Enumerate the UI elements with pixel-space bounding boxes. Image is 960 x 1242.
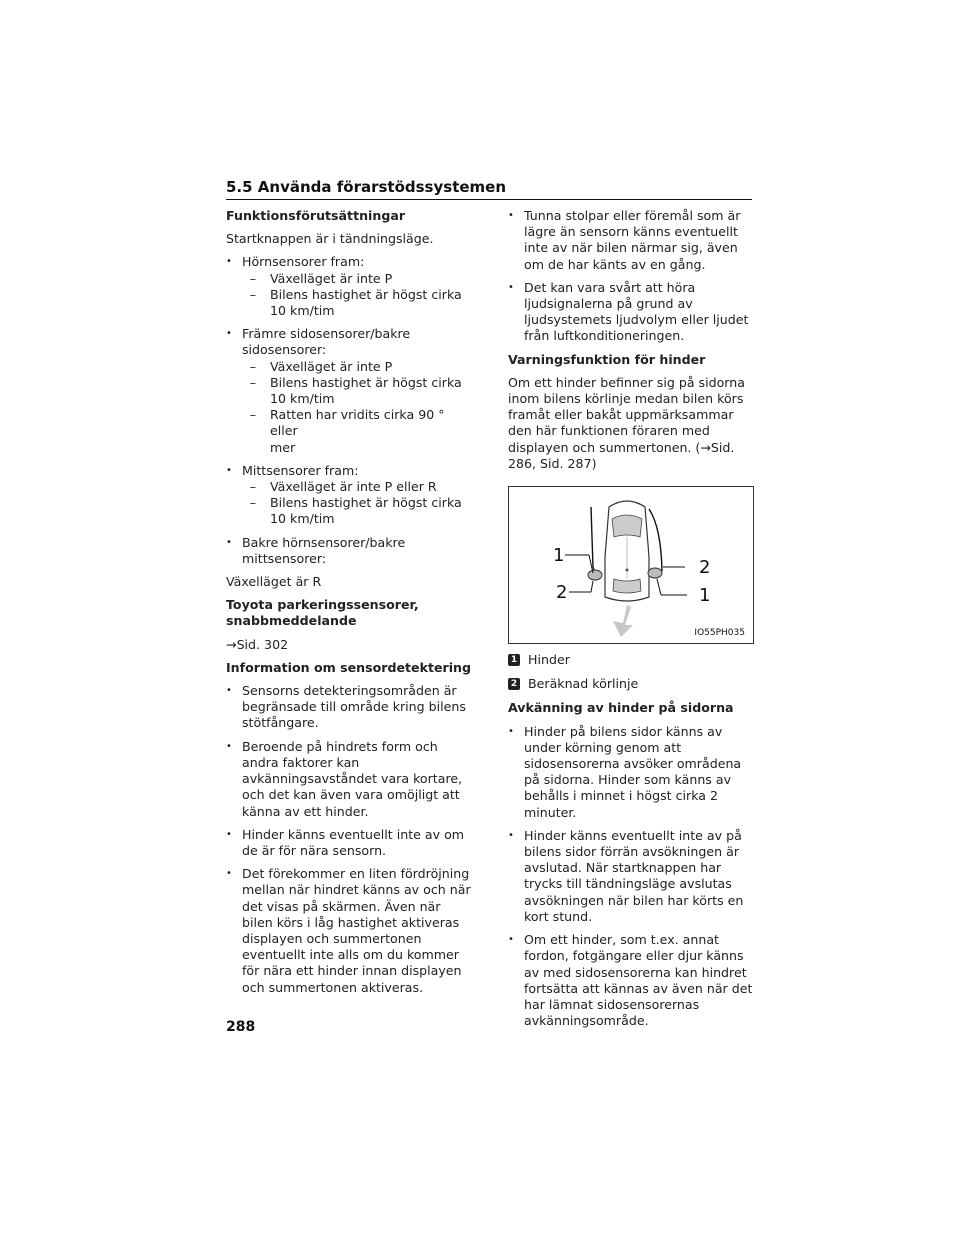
bullet-text: sidosensorer:: [242, 342, 327, 358]
list-item: • Beroende på hindrets form och andra faktorer kan avkänningsavståndet vara kortare, och det kan även vara omöjligt att känna av ett hinder.: [226, 739, 474, 820]
car-sensor-figure: [508, 486, 754, 644]
sub-item-text: 10 km/tim: [270, 391, 335, 407]
legend-number-badge: 2: [508, 678, 520, 690]
heading-parking-sensors: [226, 597, 474, 629]
paragraph-obstacle-warning: Om ett hinder befinner sig på sidorna inom bilens körlinje medan bilen körs framåt eller bakåt uppmärksammar den här funktionen föraren med displayen och summertonen. (→Sid. 286, Sid. 287): [508, 374, 745, 471]
bullet-text: • Mittsensorer fram:: [242, 462, 359, 478]
list-item: [226, 463, 474, 528]
heading-line: snabbmeddelande: [226, 613, 357, 629]
sub-item-text: Växelläget är inte P: [270, 270, 393, 286]
bullet-text: • Främre sidosensorer/bakre: [242, 326, 411, 342]
callout-number: 2: [699, 557, 711, 579]
arrow-right-icon: →: [226, 636, 237, 652]
callout-number: 1: [553, 545, 565, 567]
list-item: [226, 535, 474, 567]
list-item: • Det förekommer en liten fördröjning mellan när hindret känns av och när det visas på skärmen. Även när bilen körs i låg hastighet aktiveras displayen och summertonen eventuellt inte alls om du kommer för nära ett hinder innan displayen och summertonen aktiveras.: [226, 866, 474, 996]
bullet-text: • Hörnsensorer fram:: [242, 254, 365, 270]
list-item: • Det kan vara svårt att höra ljudsignalerna på grund av ljudsystemets ljudvolym eller ljudet från luftkonditioneringen.: [508, 280, 754, 345]
reverse-direction-arrow: [613, 605, 633, 637]
left-course-line: [591, 507, 595, 573]
legend-number-badge: 1: [508, 654, 520, 666]
legend-item: [508, 676, 754, 692]
sub-item: – Växelläget är inte P: [249, 270, 393, 286]
heading-obstacle-warning: Varningsfunktion för hinder: [508, 351, 706, 367]
sub-item-text: Ratten har vridits cirka 90 ° eller: [270, 407, 445, 439]
list-item: • Sensorns detekteringsområden är begränsade till område kring bilens stötfångare.: [226, 683, 474, 732]
callout-number: 1: [699, 585, 711, 607]
sub-item: – Bilens hastighet är högst cirka 10 km/tim: [242, 287, 474, 319]
list-item: • Hinder känns eventuellt inte av om de är för nära sensorn.: [226, 827, 474, 859]
sub-item: – Bilens hastighet är högst cirka 10 km/tim: [242, 375, 474, 407]
right-column: [508, 208, 754, 1036]
heading-line: Toyota parkeringssensorer,: [226, 597, 419, 613]
list-item: • Tunna stolpar eller föremål som är lägre än sensorn känns eventuellt inte av när bilen närmar sig, även om de har känts av en gång.: [508, 208, 754, 273]
paragraph-gear-r: Växelläget är R: [226, 574, 322, 590]
sub-item: – Ratten har vridits cirka 90 ° eller mer: [242, 407, 474, 456]
heading-function-conditions: Funktionsförutsättningar: [226, 208, 406, 223]
sub-item: – Växelläget är inte P: [249, 358, 393, 374]
sub-item-text: Bilens hastighet är högst cirka: [270, 374, 462, 390]
car-windshield-shape: [612, 515, 642, 537]
heading-side-detection: Avkänning av hinder på sidorna: [508, 700, 734, 716]
sub-item-text: Bilens hastighet är högst cirka: [270, 286, 462, 302]
sub-item-text: Växelläget är inte P eller R: [270, 479, 437, 495]
callout-line: [591, 581, 593, 592]
list-item: [226, 254, 474, 319]
legend-text: Hinder: [528, 652, 570, 668]
reference-text: Sid. 302: [236, 636, 289, 652]
sub-item-text: 10 km/tim: [270, 303, 335, 319]
page-number: 288: [226, 1019, 256, 1035]
sub-item-text: Bilens hastighet är högst cirka: [270, 495, 462, 511]
car-top-view-illustration: [509, 487, 753, 643]
figure-code: IO55PH035: [694, 627, 745, 638]
sub-item-text: mer: [270, 439, 296, 455]
car-center-dot: [626, 569, 629, 572]
callout-number: 2: [556, 582, 568, 604]
sub-item: – Bilens hastighet är högst cirka 10 km/tim: [242, 495, 474, 527]
list-item: • Hinder känns eventuellt inte av på bilens sidor förrän avsökningen är avslutad. När startknappen har trycks till tändningsläge avslutas avsökningen när bilen har körts en kort stund.: [508, 828, 754, 925]
obstacle-right-icon: [648, 568, 662, 578]
car-rear-window-shape: [613, 579, 641, 593]
section-title: 5.5 Använda förarstödssystemen: [226, 178, 507, 196]
sub-item-text: Växelläget är inte P: [270, 358, 393, 374]
list-item: • Hinder på bilens sidor känns av under körning genom att sidosensorerna avsöker områdena på sidorna. Hinder som känns av behålls i minnet i högst cirka 2 minuter.: [508, 724, 754, 821]
list-item: • Om ett hinder, som t.ex. annat fordon, fotgängare eller djur känns av med sidosensorerna kan hindret fortsätta att kännas av även när det har lämnat sidosensorernas avkänningsområde.: [508, 932, 754, 1029]
sub-item-text: 10 km/tim: [270, 511, 335, 527]
right-course-line: [649, 509, 662, 571]
list-item: [226, 326, 474, 456]
page-reference-link[interactable]: [226, 637, 474, 653]
heading-sensor-detection: Information om sensordetektering: [226, 659, 472, 675]
left-column: [226, 208, 474, 1003]
obstacle-left-icon: [588, 570, 602, 580]
callout-line: [657, 579, 661, 595]
legend-text: Beräknad körlinje: [528, 676, 639, 692]
sub-item: – Växelläget är inte P eller R: [249, 479, 437, 495]
legend-item: [508, 652, 754, 668]
paragraph-start-button: Startknappen är i tändningsläge.: [226, 231, 434, 247]
bullet-text: • Bakre hörnsensorer/bakre: [242, 534, 406, 550]
bullet-text: mittsensorer:: [242, 550, 327, 566]
section-rule: [226, 199, 752, 200]
